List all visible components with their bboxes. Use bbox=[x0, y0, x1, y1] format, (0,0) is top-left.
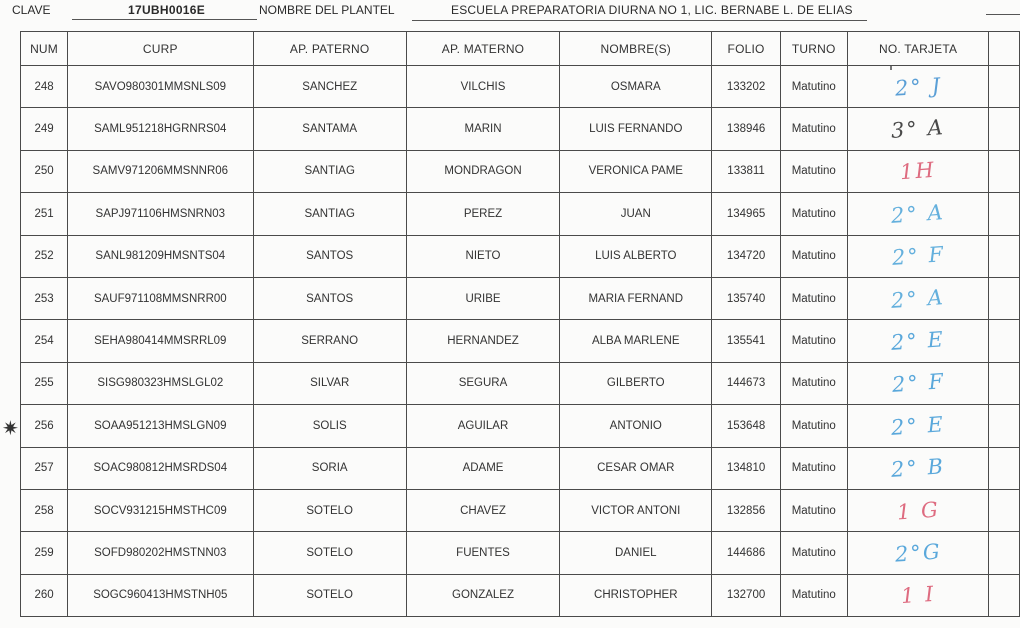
document-header bbox=[0, 0, 1020, 24]
cell-curp: SOAA951213HMSLGN09 bbox=[68, 405, 253, 447]
cell-ap-paterno: SANTAMA bbox=[253, 108, 406, 150]
plantel-value: ESCUELA PREPARATORIA DIURNA NO 1, LIC. BERNABE L. DE ELIAS bbox=[451, 3, 853, 17]
column-header-ap-materno: AP. MATERNO bbox=[406, 32, 559, 66]
cell-ap-paterno: SORIA bbox=[253, 447, 406, 489]
cell-nombres: JUAN bbox=[560, 193, 712, 235]
margin-star-mark: ✷ bbox=[2, 418, 19, 440]
plantel-label: NOMBRE DEL PLANTEL bbox=[259, 3, 395, 17]
cell-turno: Matutino bbox=[780, 150, 847, 192]
student-roster-table bbox=[20, 31, 1020, 617]
cell-ap-materno: AGUILAR bbox=[406, 405, 559, 447]
handwritten-group: 2° A bbox=[890, 200, 946, 228]
cell-extra bbox=[989, 362, 1020, 404]
table-row bbox=[21, 235, 1020, 277]
cell-extra bbox=[989, 320, 1020, 362]
cell-extra bbox=[989, 532, 1020, 574]
handwritten-group: 3° A bbox=[890, 115, 946, 143]
cell-curp: SAMV971206MMSNNR06 bbox=[68, 150, 253, 192]
table-row bbox=[21, 108, 1020, 150]
cell-num: 256 bbox=[21, 405, 68, 447]
cell-no-tarjeta bbox=[847, 277, 989, 319]
cell-ap-materno: MARIN bbox=[406, 108, 559, 150]
cell-nombres: VERONICA PAME bbox=[560, 150, 712, 192]
cell-no-tarjeta bbox=[847, 320, 989, 362]
cell-curp: SAVO980301MMSNLS09 bbox=[68, 66, 253, 108]
cell-turno: Matutino bbox=[780, 108, 847, 150]
cell-folio: 153648 bbox=[712, 405, 781, 447]
table-row bbox=[21, 320, 1020, 362]
cell-num: 248 bbox=[21, 66, 68, 108]
handwritten-group: 1H bbox=[899, 158, 937, 185]
handwritten-group: 2° F bbox=[890, 369, 946, 398]
clave-underline bbox=[72, 19, 257, 20]
cell-ap-materno: NIETO bbox=[406, 235, 559, 277]
cell-nombres: LUIS FERNANDO bbox=[560, 108, 712, 150]
handwritten-group: 1 I bbox=[900, 582, 937, 609]
column-header-num: NUM bbox=[21, 32, 68, 66]
clave-value: 17UBH0016E bbox=[128, 3, 206, 17]
cell-extra bbox=[989, 447, 1020, 489]
edge-underline bbox=[986, 14, 1020, 15]
cell-nombres: VICTOR ANTONI bbox=[560, 489, 712, 531]
cell-no-tarjeta bbox=[847, 66, 989, 108]
cell-extra bbox=[989, 277, 1020, 319]
cell-folio: 133202 bbox=[712, 66, 781, 108]
cell-turno: Matutino bbox=[780, 489, 847, 531]
cell-ap-materno: GONZALEZ bbox=[406, 574, 559, 616]
handwritten-group: 1 G bbox=[895, 497, 941, 525]
cell-num: 251 bbox=[21, 193, 68, 235]
cell-folio: 132700 bbox=[712, 574, 781, 616]
cell-ap-materno: HERNANDEZ bbox=[406, 320, 559, 362]
cell-nombres: CHRISTOPHER bbox=[560, 574, 712, 616]
cell-nombres: DANIEL bbox=[560, 532, 712, 574]
cell-ap-materno: MONDRAGON bbox=[406, 150, 559, 192]
cell-nombres: MARIA FERNAND bbox=[560, 277, 712, 319]
cell-ap-paterno: SANTIAG bbox=[253, 193, 406, 235]
cell-num: 258 bbox=[21, 489, 68, 531]
cell-ap-materno: FUENTES bbox=[406, 532, 559, 574]
cell-extra bbox=[989, 574, 1020, 616]
cell-folio: 134965 bbox=[712, 193, 781, 235]
cell-ap-materno: PEREZ bbox=[406, 193, 559, 235]
cell-turno: Matutino bbox=[780, 277, 847, 319]
table-row bbox=[21, 489, 1020, 531]
cell-turno: Matutino bbox=[780, 405, 847, 447]
table-row bbox=[21, 66, 1020, 108]
cell-num: 250 bbox=[21, 150, 68, 192]
table-row bbox=[21, 574, 1020, 616]
table-row bbox=[21, 277, 1020, 319]
cell-curp: SOFD980202HMSTNN03 bbox=[68, 532, 253, 574]
cell-extra bbox=[989, 193, 1020, 235]
cell-turno: Matutino bbox=[780, 320, 847, 362]
cell-nombres: ANTONIO bbox=[560, 405, 712, 447]
cell-no-tarjeta bbox=[847, 532, 989, 574]
cell-no-tarjeta bbox=[847, 150, 989, 192]
cell-folio: 133811 bbox=[712, 150, 781, 192]
cell-extra bbox=[989, 405, 1020, 447]
cell-ap-materno: URIBE bbox=[406, 277, 559, 319]
table-row bbox=[21, 193, 1020, 235]
cell-no-tarjeta bbox=[847, 108, 989, 150]
handwritten-group: 2°G bbox=[893, 539, 943, 567]
table-row bbox=[21, 362, 1020, 404]
column-header-turno: TURNO bbox=[780, 32, 847, 66]
cell-turno: Matutino bbox=[780, 362, 847, 404]
handwritten-group: 2° B bbox=[890, 454, 946, 483]
column-header-folio: FOLIO bbox=[712, 32, 781, 66]
cell-no-tarjeta bbox=[847, 574, 989, 616]
cell-extra bbox=[989, 489, 1020, 531]
cell-nombres: ALBA MARLENE bbox=[560, 320, 712, 362]
table-row bbox=[21, 447, 1020, 489]
cell-curp: SAML951218HGRNRS04 bbox=[68, 108, 253, 150]
cell-turno: Matutino bbox=[780, 66, 847, 108]
cell-ap-materno: ADAME bbox=[406, 447, 559, 489]
table-body bbox=[21, 66, 1020, 617]
cell-ap-paterno: SANCHEZ bbox=[253, 66, 406, 108]
clave-label: CLAVE bbox=[12, 3, 51, 17]
cell-folio: 135541 bbox=[712, 320, 781, 362]
table-row bbox=[21, 405, 1020, 447]
cell-folio: 134810 bbox=[712, 447, 781, 489]
handwritten-group: 2° F bbox=[890, 242, 946, 271]
cell-ap-paterno: SILVAR bbox=[253, 362, 406, 404]
cell-curp: SOGC960413HMSTNH05 bbox=[68, 574, 253, 616]
cell-extra bbox=[989, 66, 1020, 108]
table-row bbox=[21, 150, 1020, 192]
cell-nombres: OSMARA bbox=[560, 66, 712, 108]
cell-curp: SOCV931215HMSTHC09 bbox=[68, 489, 253, 531]
cell-folio: 138946 bbox=[712, 108, 781, 150]
cell-num: 260 bbox=[21, 574, 68, 616]
cell-num: 249 bbox=[21, 108, 68, 150]
cell-turno: Matutino bbox=[780, 574, 847, 616]
cell-num: 252 bbox=[21, 235, 68, 277]
cell-folio: 135740 bbox=[712, 277, 781, 319]
cell-num: 253 bbox=[21, 277, 68, 319]
cell-no-tarjeta bbox=[847, 405, 989, 447]
column-header-extra bbox=[989, 32, 1020, 66]
cell-no-tarjeta bbox=[847, 489, 989, 531]
cell-ap-paterno: SANTOS bbox=[253, 277, 406, 319]
cell-turno: Matutino bbox=[780, 235, 847, 277]
handwritten-group: 2° A bbox=[890, 284, 946, 313]
cell-curp: SOAC980812HMSRDS04 bbox=[68, 447, 253, 489]
cell-num: 259 bbox=[21, 532, 68, 574]
cell-ap-paterno: SOTELO bbox=[253, 489, 406, 531]
column-header-nombres: NOMBRE(S) bbox=[560, 32, 712, 66]
cell-curp: SANL981209HMSNTS04 bbox=[68, 235, 253, 277]
cell-folio: 144673 bbox=[712, 362, 781, 404]
column-header-no-tarjeta: NO. TARJETA bbox=[847, 32, 989, 66]
cell-curp: SISG980323HMSLGL02 bbox=[68, 362, 253, 404]
cell-extra bbox=[989, 150, 1020, 192]
cell-extra bbox=[989, 108, 1020, 150]
cell-ap-paterno: SANTIAG bbox=[253, 150, 406, 192]
cell-num: 257 bbox=[21, 447, 68, 489]
cell-nombres: CESAR OMAR bbox=[560, 447, 712, 489]
cell-nombres: GILBERTO bbox=[560, 362, 712, 404]
cell-folio: 132856 bbox=[712, 489, 781, 531]
cell-no-tarjeta bbox=[847, 193, 989, 235]
cell-num: 255 bbox=[21, 362, 68, 404]
cell-turno: Matutino bbox=[780, 447, 847, 489]
handwritten-group: 2° E bbox=[890, 411, 946, 440]
cell-no-tarjeta bbox=[847, 447, 989, 489]
cell-curp: SAPJ971106HMSNRN03 bbox=[68, 193, 253, 235]
cell-ap-paterno: SANTOS bbox=[253, 235, 406, 277]
table-header-row bbox=[21, 32, 1020, 66]
handwritten-group: 2° J bbox=[893, 73, 943, 101]
column-header-curp: CURP bbox=[68, 32, 253, 66]
cell-ap-paterno: SOTELO bbox=[253, 574, 406, 616]
cell-extra bbox=[989, 235, 1020, 277]
cell-nombres: LUIS ALBERTO bbox=[560, 235, 712, 277]
cell-ap-materno: CHAVEZ bbox=[406, 489, 559, 531]
table-row bbox=[21, 532, 1020, 574]
cell-ap-materno: VILCHIS bbox=[406, 66, 559, 108]
cell-ap-paterno: SERRANO bbox=[253, 320, 406, 362]
plantel-underline bbox=[412, 20, 867, 21]
cell-turno: Matutino bbox=[780, 193, 847, 235]
cell-ap-materno: SEGURA bbox=[406, 362, 559, 404]
cell-folio: 134720 bbox=[712, 235, 781, 277]
cell-turno: Matutino bbox=[780, 532, 847, 574]
cell-no-tarjeta bbox=[847, 235, 989, 277]
cell-ap-paterno: SOTELO bbox=[253, 532, 406, 574]
cell-curp: SAUF971108MMSNRR00 bbox=[68, 277, 253, 319]
cell-folio: 144686 bbox=[712, 532, 781, 574]
cell-curp: SEHA980414MMSRRL09 bbox=[68, 320, 253, 362]
handwritten-group: 2° E bbox=[890, 327, 946, 355]
cell-no-tarjeta bbox=[847, 362, 989, 404]
cell-ap-paterno: SOLIS bbox=[253, 405, 406, 447]
cell-num: 254 bbox=[21, 320, 68, 362]
column-header-ap-paterno: AP. PATERNO bbox=[253, 32, 406, 66]
